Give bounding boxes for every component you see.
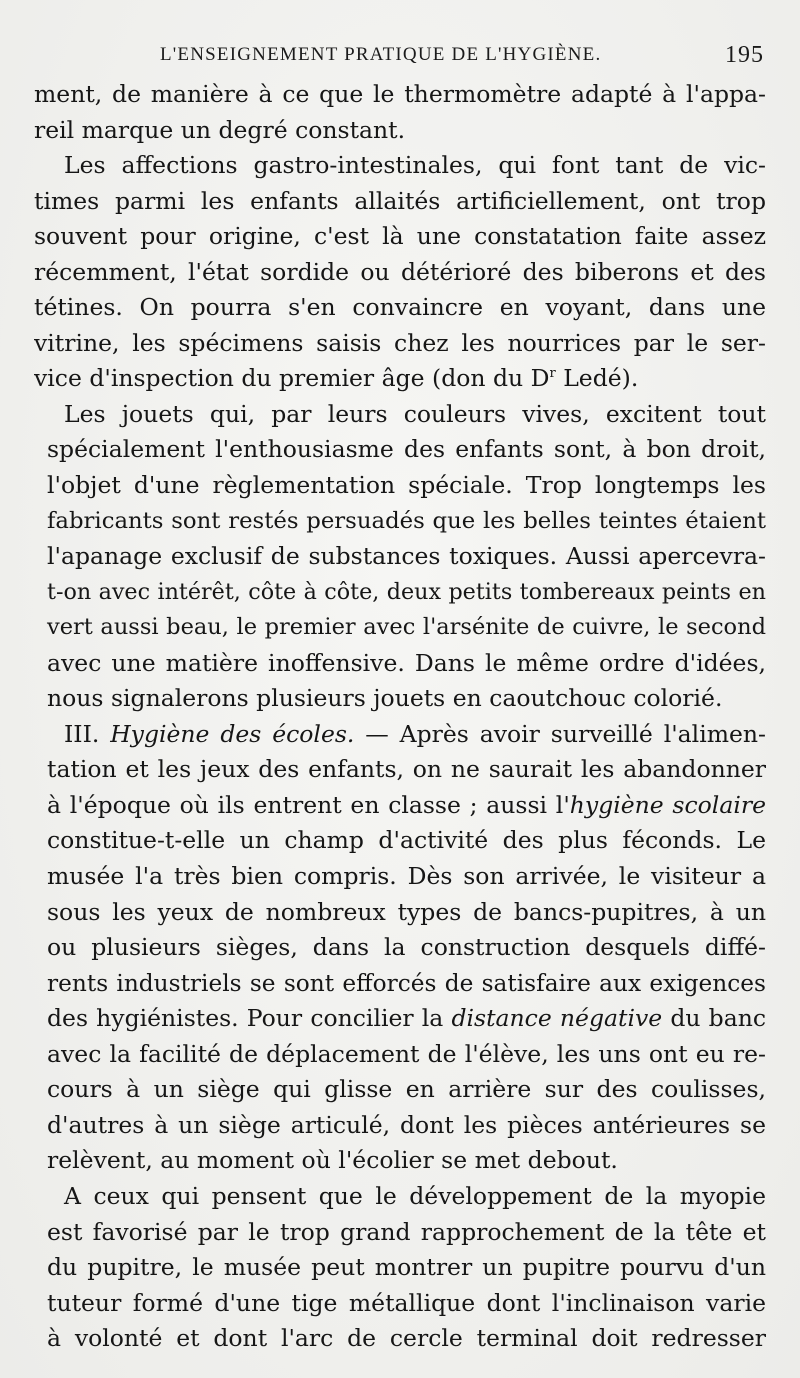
text-line: [34, 930, 766, 966]
text-line: [34, 504, 766, 540]
italic-run: distance négative: [451, 1004, 663, 1033]
text-line: [34, 1250, 766, 1286]
text-line-run: tuteur formé d'une tige métallique dont l'inclinaison varie: [47, 1288, 766, 1317]
text-line: [34, 184, 766, 220]
text-line: [34, 1179, 766, 1215]
text-line-run: à l'époque où ils entrent en classe ; aussi l': [47, 790, 570, 819]
text-line: [34, 539, 766, 575]
text-line-run: l'objet d'une règlementation spéciale. Trop longtemps les: [47, 471, 766, 500]
text-line-run: du pupitre, le musée peut montrer un pupitre pourvu d'un: [47, 1253, 766, 1282]
text-line-run: est favorisé par le trop grand rapprochement de la tête et: [47, 1217, 766, 1246]
text-line-run: constitue-t-elle un champ d'activité des plus féconds. Le: [47, 826, 766, 855]
text-line-run: des hygiénistes. Pour concilier la: [47, 1004, 452, 1033]
text-line-run: tétines. On pourra s'en convaincre en voyant, dans une: [34, 293, 766, 322]
text-line-run: ment, de manière à ce que le thermomètre adapté à l'appa-: [34, 80, 766, 108]
text-line: [34, 1321, 766, 1357]
page-number: 195: [725, 42, 764, 68]
text-line: [34, 148, 766, 184]
text-line-run: souvent pour origine, c'est là une constatation faite assez: [34, 222, 766, 251]
text-line: [34, 219, 766, 255]
text-line-run: reil marque un degré constant.: [34, 115, 406, 144]
text-line: [34, 859, 766, 895]
body-text: [34, 77, 766, 1357]
text-line: [34, 1001, 766, 1037]
text-line-run: musée l'a très bien compris. Dès son arrivée, le visiteur a: [47, 862, 766, 891]
text-line-run: ou plusieurs sièges, dans la construction desquels diffé-: [47, 933, 766, 962]
text-line: [34, 788, 766, 824]
text-line-run: à volonté et dont l'arc de cercle terminal doit redresser: [47, 1324, 766, 1353]
running-head: [0, 44, 800, 74]
italic-run: Hygiène des écoles.: [110, 719, 355, 748]
text-line-run: avec la facilité de déplacement de l'élève, les uns ont eu re-: [47, 1039, 766, 1068]
text-line: [34, 432, 766, 468]
text-line: [34, 575, 766, 611]
text-line-run: d'autres à un siège articulé, dont les pièces antérieures se: [47, 1110, 766, 1139]
text-line: [34, 752, 766, 788]
text-line-run: Les jouets qui, par leurs couleurs vives, excitent tout: [64, 399, 766, 428]
text-line-run: Les affections gastro-intestinales, qui font tant de vic-: [64, 151, 766, 180]
italic-run: hygiène scolaire: [569, 790, 766, 819]
text-line-run: relèvent, au moment où l'écolier se met debout.: [47, 1146, 618, 1175]
text-line: [34, 966, 766, 1002]
text-line-run: vert aussi beau, le premier avec l'arsénite de cuivre, le second: [47, 614, 766, 641]
text-line: [34, 326, 766, 362]
text-line: [34, 113, 766, 149]
text-line-run: l'apanage exclusif de substances toxiques. Aussi apercevra-: [47, 542, 766, 571]
text-line: [34, 681, 766, 717]
text-line-run: cours à un siège qui glisse en arrière sur des coulisses,: [47, 1075, 766, 1104]
text-line: [34, 646, 766, 682]
superscript: r: [549, 366, 556, 382]
text-line-run: rents industriels se sont efforcés de satisfaire aux exigences: [47, 969, 766, 997]
text-line: [34, 1037, 766, 1073]
text-line-run: spécialement l'enthousiasme des enfants sont, à bon droit,: [47, 435, 766, 464]
text-line-run: sous les yeux de nombreux types de bancs-pupitres, à un: [47, 897, 766, 926]
text-line: [34, 1108, 766, 1144]
text-line-run: vice d'inspection du premier âge (don du D: [34, 364, 550, 393]
text-line-run: Ledé).: [555, 364, 639, 393]
text-line: [34, 610, 766, 646]
text-line-run: avec une matière inoffensive. Dans le même ordre d'idées,: [47, 648, 766, 677]
text-line: [34, 361, 766, 397]
text-line: [34, 1072, 766, 1108]
text-line-run: du banc: [662, 1004, 766, 1033]
text-line: [34, 1143, 766, 1179]
text-line-run: — Après avoir surveillé l'alimen-: [354, 719, 766, 748]
text-line: [34, 397, 766, 433]
text-line: [34, 255, 766, 291]
text-line-run: vitrine, les spécimens saisis chez les nourrices par le ser-: [34, 328, 766, 357]
text-line: [34, 895, 766, 931]
text-line: [34, 1286, 766, 1322]
text-line: [34, 823, 766, 859]
text-line-run: nous signalerons plusieurs jouets en caoutchouc colorié.: [47, 684, 723, 713]
text-line-run: t-on avec intérêt, côte à côte, deux petits tombereaux peints en: [47, 578, 766, 605]
running-head-title: L'ENSEIGNEMENT PRATIQUE DE L'HYGIÈNE.: [160, 44, 602, 65]
text-line-run: III.: [64, 719, 111, 748]
text-line-run: tation et les jeux des enfants, on ne saurait les abandonner: [47, 755, 766, 784]
text-line: [34, 1215, 766, 1251]
text-line: [34, 290, 766, 326]
text-line-run: A ceux qui pensent que le développement de la myopie: [64, 1181, 766, 1210]
text-line: [34, 77, 766, 113]
text-line: [34, 717, 766, 753]
text-line-run: fabricants sont restés persuadés que les belles teintes étaient: [47, 507, 766, 534]
text-line: [34, 468, 766, 504]
text-line-run: récemment, l'état sordide ou détérioré des biberons et des: [34, 257, 766, 286]
text-line-run: times parmi les enfants allaités artificiellement, ont trop: [34, 186, 766, 215]
